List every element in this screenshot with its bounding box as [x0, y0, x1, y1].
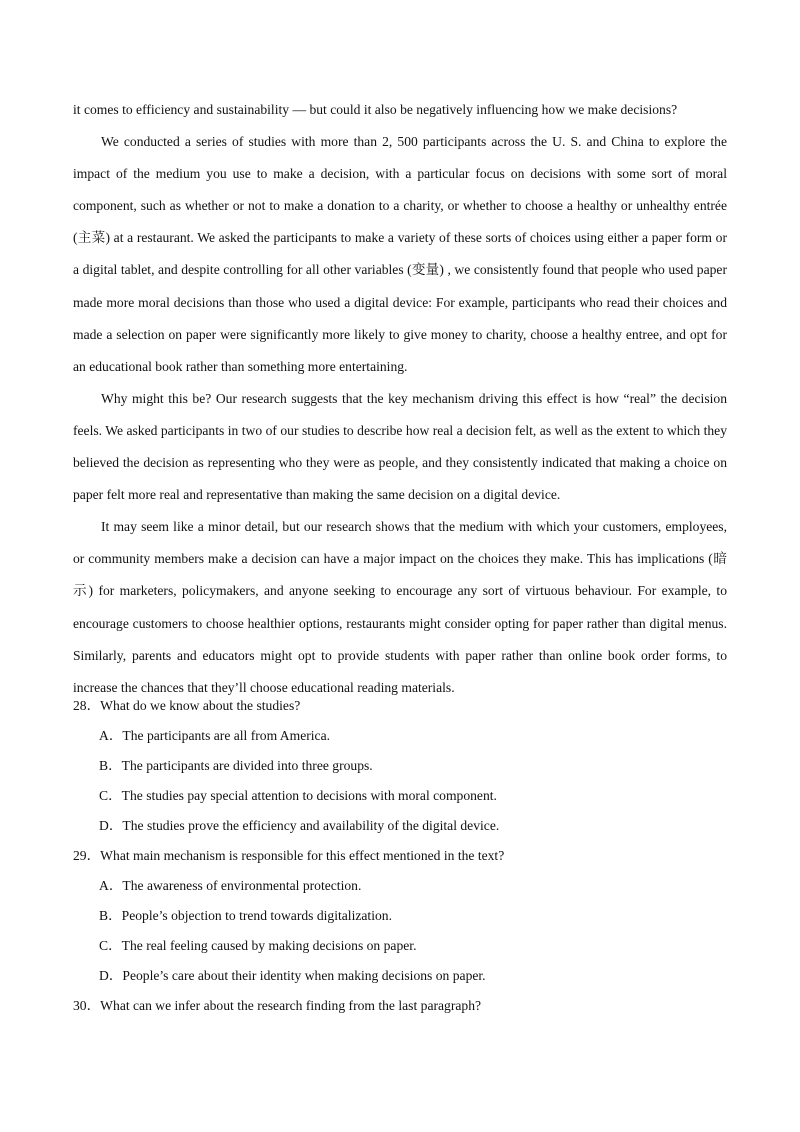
- passage-paragraph-1: it comes to efficiency and sustainability — but could it also be negatively influencing how we make decisions?: [73, 102, 678, 117]
- reading-passage: [73, 94, 727, 704]
- question-28: [73, 691, 727, 841]
- passage-paragraph-2: We conducted a series of studies with more than 2, 500 participants across the U. S. and China to explore the impact of the medium you use to make a decision, with a particular focus on decisions with some sort of moral component, such as whether or not to make a donation to a charity, or whether to choose a healthy or unhealthy entrée (主菜) at a restaurant. We asked the participants to make a variety of these sorts of choices using either a paper form or a digital tablet, and despite controlling for all other variables (变量) , we consistently found that people who used paper made more moral decisions than those who used a digital device: For example, participants who read their choices and made a selection on paper were significantly more likely to give money to charity, choose a healthy entree, and opt for an educational book rather than something more entertaining.: [73, 134, 727, 374]
- question-29: [73, 841, 727, 991]
- question-30: [73, 991, 727, 1021]
- option-a[interactable]: A．The awareness of environmental protection.: [99, 878, 362, 893]
- question-stem: 29．What main mechanism is responsible for this effect mentioned in the text?: [73, 848, 505, 863]
- option-b[interactable]: B．The participants are divided into three groups.: [99, 758, 373, 773]
- question-stem: 30．What can we infer about the research finding from the last paragraph?: [73, 998, 482, 1013]
- answer-options: [73, 871, 727, 991]
- option-d[interactable]: D．People’s care about their identity when making decisions on paper.: [99, 968, 486, 983]
- passage-paragraph-3: Why might this be? Our research suggests that the key mechanism driving this effect is how “real” the decision feels. We asked participants in two of our studies to describe how real a decision felt, as well as the extent to which they believed the decision as representing who they were as people, and they consistently indicated that making a choice on paper felt more real and representative than making the same decision on a digital device.: [73, 390, 727, 503]
- question-stem: 28．What do we know about the studies?: [73, 698, 301, 713]
- option-d[interactable]: D．The studies prove the efficiency and availability of the digital device.: [99, 818, 500, 833]
- option-a[interactable]: A．The participants are all from America.: [99, 728, 331, 743]
- question-list: [73, 691, 727, 1021]
- option-c[interactable]: C．The real feeling caused by making decisions on paper.: [99, 938, 417, 953]
- answer-options: [73, 721, 727, 841]
- passage-paragraph-4: It may seem like a minor detail, but our research shows that the medium with which your customers, employees, or community members make a decision can have a major impact on the choices they make. This has implications (暗示) for marketers, policymakers, and anyone seeking to encourage any sort of virtuous behaviour. For example, to encourage customers to choose healthier options, restaurants might consider opting for paper rather than digital menus. Similarly, parents and educators might opt to provide students with paper rather than online book order forms, to increase the chances that they’ll choose educational reading materials.: [73, 519, 727, 695]
- option-c[interactable]: C．The studies pay special attention to decisions with moral component.: [99, 788, 497, 803]
- option-b[interactable]: B．People’s objection to trend towards digitalization.: [99, 908, 392, 923]
